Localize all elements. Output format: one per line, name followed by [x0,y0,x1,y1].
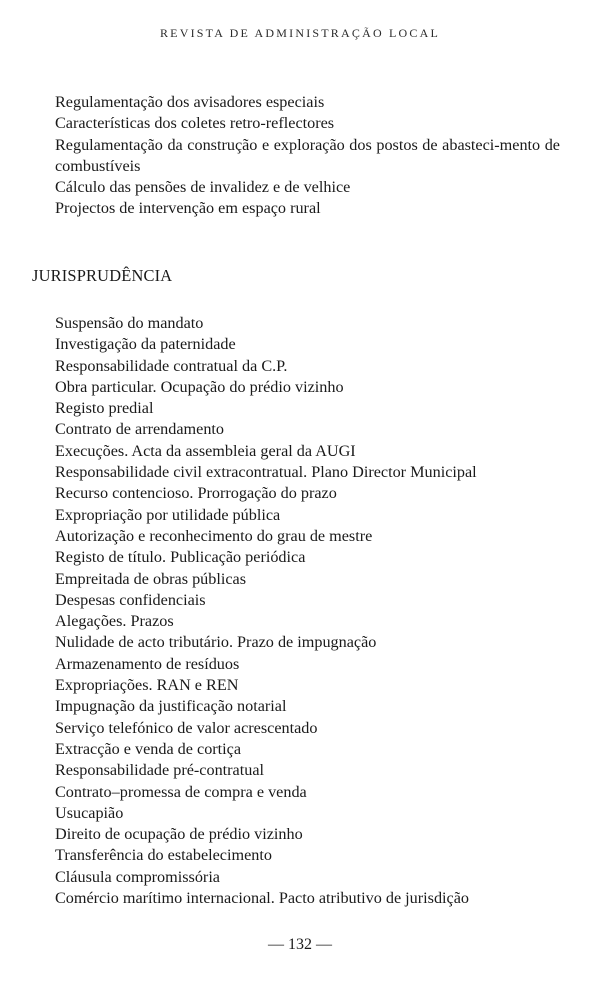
running-head: REVISTA DE ADMINISTRAÇÃO LOCAL [159,26,441,40]
list-item: Suspensão do mandato [55,314,204,332]
list-item: Direito de ocupação de prédio vizinho [55,825,303,844]
jurisprudence-list [55,313,560,909]
list-item: Alegações. Prazos [55,612,174,631]
list-item: Comércio marítimo internacional. Pacto atributivo de jurisdição [55,889,470,908]
legislation-list [55,92,560,220]
list-item: Armazenamento de resíduos [55,654,240,673]
list-item: Despesas confidenciais [55,590,206,609]
list-item: Expropriação por utilidade pública [55,505,281,524]
list-item: Empreitada de obras públicas [55,569,247,588]
list-item: Contrato–promessa de compra e venda [55,782,307,801]
list-item: Características dos coletes retro-reflectores [55,114,335,133]
list-item: Investigação da paternidade [55,335,236,354]
list-item: Responsabilidade contratual da C.P. [55,356,288,375]
list-item: Projectos de intervenção em espaço rural [55,199,321,218]
list-item: Nulidade de acto tributário. Prazo de impugnação [55,633,377,652]
list-item: Impugnação da justificação notarial [55,697,287,716]
list-item: Contrato de arrendamento [55,420,225,439]
list-item: Execuções. Acta da assembleia geral da AUGI [55,441,356,460]
list-item: Registo predial [55,399,154,418]
list-item: Extracção e venda de cortiça [55,739,242,758]
list-item: Transferência do estabelecimento [55,846,272,865]
list-item: Cláusula compromissória [55,867,220,886]
list-item: Regulamentação dos avisadores especiais [55,93,325,111]
list-item: Registo de título. Publicação periódica [55,548,306,567]
page-number: — 132 — [268,936,332,953]
list-item: Serviço telefónico de valor acrescentado [55,718,318,737]
section-heading-jurisprudencia: JURISPRUDÊNCIA [32,266,173,285]
list-item: Recurso contencioso. Prorrogação do prazo [55,484,337,503]
list-item: Autorização e reconhecimento do grau de mestre [55,526,373,545]
list-item: Cálculo das pensões de invalidez e de velhice [55,178,351,197]
list-item: Responsabilidade civil extracontratual. Plano Director Municipal [55,463,477,482]
list-item: Regulamentação da construção e exploração dos postos de abasteci-mento de combustíveis [55,135,560,175]
list-item: Expropriações. RAN e REN [55,676,239,695]
list-item: Responsabilidade pré-contratual [55,761,265,780]
list-item: Usucapião [55,803,124,822]
list-item: Obra particular. Ocupação do prédio vizinho [55,377,344,396]
